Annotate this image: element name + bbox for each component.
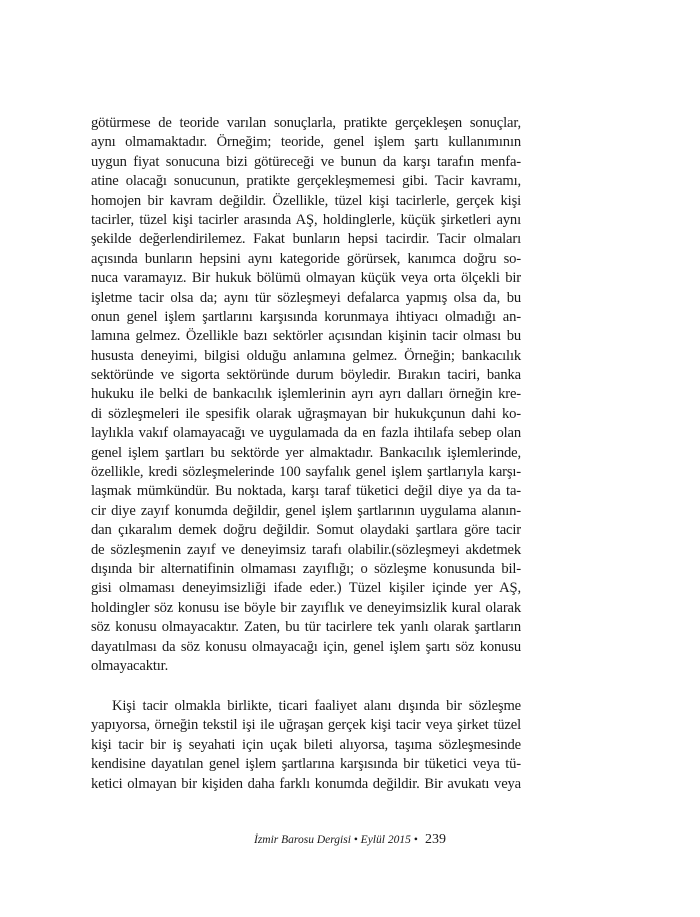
text-line: homojen bir kavram değildir. Özellikle, tüzel kişi tacirlerle, gerçek kişi	[91, 192, 521, 209]
text-line: nuca varamayız. Bir hukuk bölümü olmayan küçük veya orta ölçekli bir	[91, 270, 521, 287]
paragraph-1	[91, 114, 521, 676]
text-line: lamına gelmez. Özellikle bazı sektörler açısından kişinin tacir olması bu	[91, 328, 521, 345]
text-line: laylıkla vakıf olamayacağı ve uygulamada da en fazla ihtilafa sebep olan	[91, 425, 521, 442]
text-line: genel işlem şartları bu sektörde yer almaktadır. Bankacılık işlemlerinde,	[91, 444, 521, 461]
text-line: Kişi tacir olmakla birlikte, ticari faaliyet alanı dışında bir sözleşme	[112, 698, 521, 714]
text-line: dan çıkaralım demek doğru değildir. Somut olaydaki şartlara göre tacir	[91, 522, 521, 539]
text-line: aynı olmamaktadır. Örneğim; teoride, genel işlem şartı kullanımının	[91, 134, 521, 151]
text-line: söz konusu olmayacaktır. Zaten, bu tür tacirlere tek yanlı olarak şartların	[91, 619, 521, 636]
text-line: tacirler, tüzel kişi tacirler arasında AŞ, holdinglerle, küçük şirketleri aynı	[91, 211, 521, 228]
text-line: şekilde değerlendirilemez. Fakat bunların hepsi tacirdir. Tacir olmaları	[91, 231, 521, 248]
text-line: onun genel işlem şartlarını karşısında korunmaya ihtiyacı olmadığı an-	[91, 308, 521, 325]
paragraph-2	[91, 697, 521, 794]
page-footer	[0, 831, 700, 848]
text-line: de sözleşmenin zayıf ve deneyimsiz tarafı olabilir.(sözleşmeyi akdetmek	[91, 541, 521, 558]
text-line: götürmese de teoride varılan sonuçlarla, pratikte gerçekleşen sonuçlar,	[91, 115, 521, 131]
text-line: işletme tacir olsa da; aynı tür sözleşmeyi defalarca yapmış olsa da, bu	[91, 289, 521, 306]
text-line: özellikle, kredi sözleşmelerinde 100 sayfalık genel işlem şartlarıyla karşı-	[91, 464, 521, 481]
page-number: 239	[424, 832, 446, 847]
text-line: gisi olmaması deneyimsizliği ifade eder.) Tüzel kişiler içinde yer AŞ,	[91, 580, 521, 597]
journal-name: İzmir Barosu Dergisi • Eylül 2015 •	[254, 834, 418, 846]
text-line: olmayacaktır.	[91, 657, 169, 674]
text-line: kendisine dayatılan genel işlem şartlarına karşısında bir tüketici veya tü-	[91, 756, 521, 773]
text-line: yapıyorsa, örneğin tekstil işi ile uğraşan gerçek kişi tacir veya şirket tüzel	[91, 717, 521, 734]
text-line: ketici olmayan bir kişiden daha farklı konumda değildir. Bir avukatı veya	[91, 775, 521, 792]
text-line: cir diye zayıf konumda değildir, genel işlem şartlarının uygulama alanın-	[91, 502, 521, 519]
text-line: holdingler söz konusu ise böyle bir zayıflık ve deneyimsizlik kural olarak	[91, 599, 521, 616]
text-line: açısında bunların hepsini aynı kategoride görürsek, kanımca doğru so-	[91, 250, 521, 267]
text-line: hususta deneyimi, bilgisi olduğu anlamına gelmez. Örneğin; bankacılık	[91, 347, 521, 364]
text-line: dayatılması da söz konusu olmayacağı için, genel işlem şartı söz konusu	[91, 638, 521, 655]
text-line: sektöründe ve sigorta sektöründe durum böyledir. Bırakın taciri, banka	[91, 367, 521, 384]
text-line: laşmak mümkündür. Bu noktada, karşı taraf tüketici değil diye ya da ta-	[91, 483, 521, 500]
text-line: di sözleşmeleri ile spesifik olarak uğraşmayan bir hukukçunun dahi ko-	[91, 405, 521, 422]
text-line: kişi tacir bir iş seyahati için uçak bileti alıyorsa, taşıma sözleşmesinde	[91, 736, 521, 753]
text-line: dışında bir alternatifinin olmaması zayıflığı; o sözleşme konusunda bil-	[91, 560, 521, 577]
text-line: hukuku ile belki de bankacılık işlemlerinin ayrı ayrı dalları örneğin kre-	[91, 386, 521, 403]
text-line: atine olacağı sonucunun, pratikte gerçekleşmemesi gibi. Tacir kavramı,	[91, 173, 521, 190]
text-line: uygun fiyat sonucuna bizi götüreceği ve bunun da karşı tarafın menfa-	[91, 153, 521, 170]
